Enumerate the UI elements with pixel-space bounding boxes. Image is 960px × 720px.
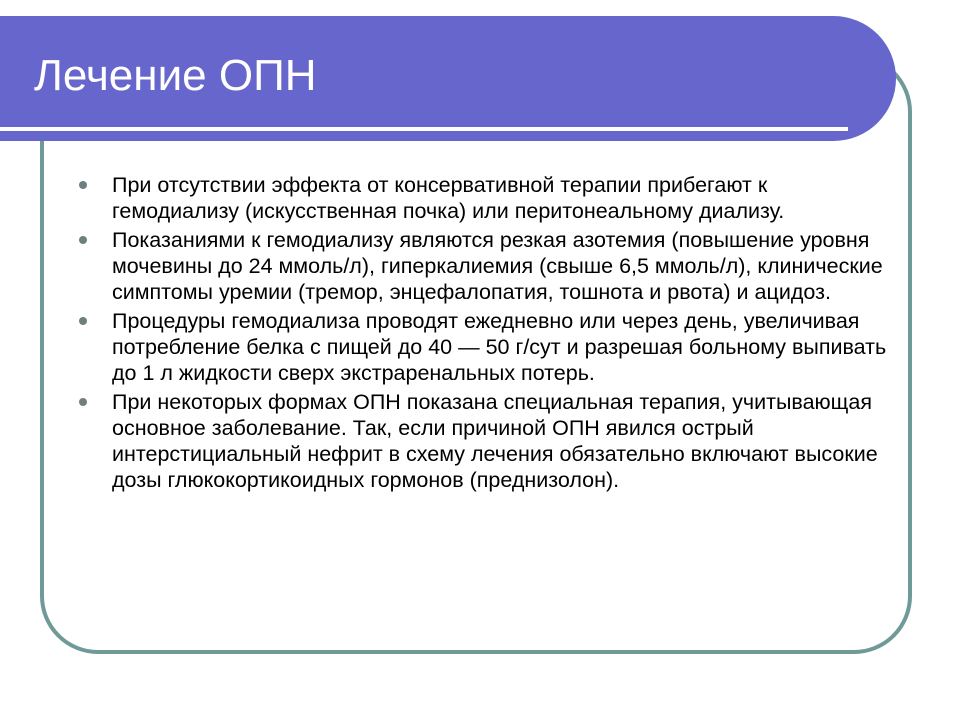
bullet-text: При отсутствии эффекта от консервативной терапии прибегают к гемодиализу (искусственная почка) или перитонеальному диализу. — [112, 173, 785, 223]
bullet-item — [76, 227, 896, 305]
bullet-text: При некоторых формах ОПН показана специальная терапия, учитывающая основное заболевание. Так, если причиной ОПН явился острый интерстициальный нефрит в схему лечения обязательно включают высокие дозы глюкокортикоидных гормонов (преднизолон). — [112, 390, 878, 492]
bullet-item — [76, 389, 896, 493]
bullet-dot-icon — [79, 236, 87, 244]
bullet-item — [76, 308, 896, 386]
bullet-dot-icon — [79, 398, 87, 406]
bullet-list — [76, 172, 896, 496]
slide-title: Лечение ОПН — [34, 51, 317, 100]
bullet-item — [76, 172, 896, 224]
bullet-dot-icon — [79, 317, 87, 325]
bullet-text: Показаниями к гемодиализу являются резкая азотемия (повышение уровня мочевины до 24 ммоль/л), гиперкалиемия (свыше 6,5 ммоль/л), клинические симптомы уремии (тремор, энцефалопатия, тошнота и рвота) и ацидоз. — [112, 228, 883, 304]
bullet-text: Процедуры гемодиализа проводят ежедневно или через день, увеличивая потребление белка с пищей до 40 — 50 г/сут и разрешая больному выпивать до 1 л жидкости сверх экстраренальных потерь. — [112, 309, 887, 385]
title-underline — [0, 127, 848, 131]
bullet-dot-icon — [79, 181, 87, 189]
